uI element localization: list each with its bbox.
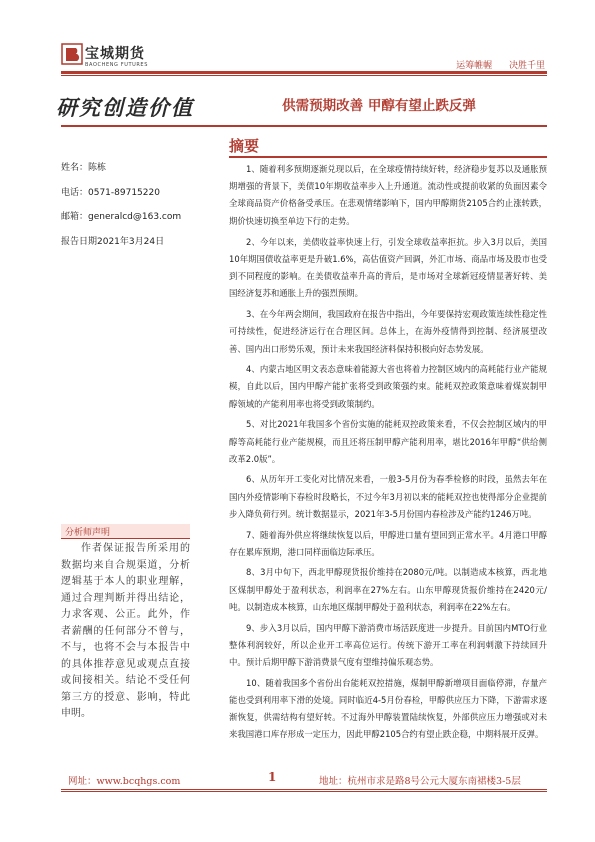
brand-subtitle: BAOCHENG FUTURES (85, 62, 148, 68)
summary-divider (229, 156, 547, 158)
slogan: 研究创造价值 (56, 95, 194, 120)
author-email: 邮箱：generalcd@163.com (61, 212, 182, 222)
company-logo (61, 41, 181, 75)
author-phone: 电话：0571-89715220 (61, 187, 160, 198)
summary-heading: 摘要 (229, 137, 260, 155)
summary-paragraph: 6、从历年开工变化对比情况来看，一般3-5月份为春季检修的时段，虽然去年在国内外疫情影响下春检时段略长，不过今年3月初以来的能耗双控也使得部分企业提前步入降负荷行列。统计数据显示，2021年3-5月份国内春检涉及产能约1246万吨。 (229, 474, 547, 519)
logo-mark-icon (61, 43, 83, 65)
brand-name: 宝城期货 (85, 46, 145, 62)
summary-paragraph: 9、步入3月以后，国内甲醇下游消费市场活跃度进一步提升。目前国内MTO行业整体利润较好，所以企业开工率高位运行。传统下游开工率在利润刺激下持续回升中。预计后期甲醇下游消费景气度有望维持偏乐观态势。 (229, 622, 547, 667)
summary-paragraph: 5、对比2021年我国多个省份实施的能耗双控政策来看，不仅会控制区域内的甲醇等高耗能行业产能规模，而且还将压制甲醇产能利用率，堪比2016年甲醇“供给侧改革2.0版”。 (229, 419, 547, 464)
footer-divider (61, 789, 547, 790)
tagline-part-2: 决胜千里 (508, 61, 545, 71)
disclaimer-divider (61, 538, 190, 539)
footer-address: 地址：杭州市求是路8号公元大厦东南裙楼3-5层 (319, 776, 521, 787)
summary-paragraph: 10、随着我国多个省份出台能耗双控措施，煤制甲醇新增项目面临停滞，存量产能也受到利用率下滑的处境。同时临近4-5月份春检，甲醇供应压力下降，下游需求逐渐恢复，供需结构有望好转。不过海外甲醇装置陆续恢复，外部供应压力增强或对未来我国港口库存形成一定压力，因此甲醇2105合约有望止跌企稳，中期料展开反弹。 (229, 677, 547, 740)
summary-paragraph: 3、在今年两会期间，我国政府在报告中指出，今年要保持宏观政策连续性稳定性可持续性，促进经济运行在合理区间。总体上，在海外疫情得到控制、经济展望改善、国内出口形势乐观，预计未来我国经济料保持积极向好态势发展。 (229, 309, 547, 354)
summary-paragraph: 1、随着利多预期逐渐兑现以后，在全球疫情持续好转，经济稳步复苏以及通胀预期增强的背景下，美债10年期收益率步入上升通道。流动性或提前收紧的负面因素令全球商品资产价格备受承压。在悲观情绪影响下，国内甲醇期货2105合约止涨转跌，期价快速切换至单边下行的走势。 (229, 164, 547, 226)
tagline-part-1: 运筹帷幄 (456, 61, 493, 71)
summary-paragraph: 7、随着海外供应将继续恢复以后，甲醇进口量有望回到正常水平。4月港口甲醇存在累库预期，港口同样面临边际承压。 (229, 529, 547, 557)
header-tagline (442, 58, 545, 71)
footer-website[interactable]: 网址：www.bcqhgs.com (68, 776, 181, 787)
summary-body (229, 161, 547, 747)
summary-paragraph: 8、3月中旬下，西北甲醇现货报价维持在2080元/吨。以制造成本核算，西北地区煤制甲醇处于盈利状态，利润率在27%左右。山东甲醇现货报价维持在2420元/吨。以制造成本核算，山东地区煤制甲醇处于盈利状态，利润率在22%左右。 (229, 567, 547, 612)
author-name: 姓名：陈栋 (61, 163, 107, 173)
title-divider (61, 125, 547, 127)
report-date: 报告日期2021年3月24日 (61, 236, 165, 247)
author-info (61, 156, 181, 254)
disclaimer-heading: 分析师声明 (65, 528, 111, 538)
header-divider (61, 71, 547, 74)
disclaimer-heading-box (61, 524, 190, 538)
header-divider-thin (61, 75, 547, 76)
summary-paragraph: 4、内蒙古地区明文表态意味着能源大省也将着力控制区域内的高耗能行业产能规模，自此以后，国内甲醇产能扩张将受到政策强约束。能耗双控政策意味着煤炭制甲醇领域的产能利用率也将受到政策制约。 (229, 364, 547, 409)
summary-paragraph: 2、今年以来，美债收益率快速上行，引发全球收益率拒抗。步入3月以后，美国10年期国债收益率更是升破1.6%，高估值资产回调，外汇市场、商品市场及股市也受到不同程度的影响。在美债收益率升高的背后，是市场对全球新冠疫情显著好转、美国经济复苏和通胀上升的强烈预期。 (229, 236, 547, 299)
report-title: 供需预期改善 甲醇有望止跌反弹 (282, 98, 476, 114)
page-number: 1 (268, 770, 277, 784)
disclaimer-text: 作者保证报告所采用的数据均来自合规渠道，分析逻辑基于本人的职业理解，通过合理判断并得出结论，力求客观、公正。此外，作者薪酬的任何部分不曾与，不与，也将不会与本报告中的具体推荐意见或观点直接或间接相关。结论不受任何第三方的授意、影响，特此申明。 (61, 543, 190, 719)
footer-divider-thin (61, 791, 547, 792)
